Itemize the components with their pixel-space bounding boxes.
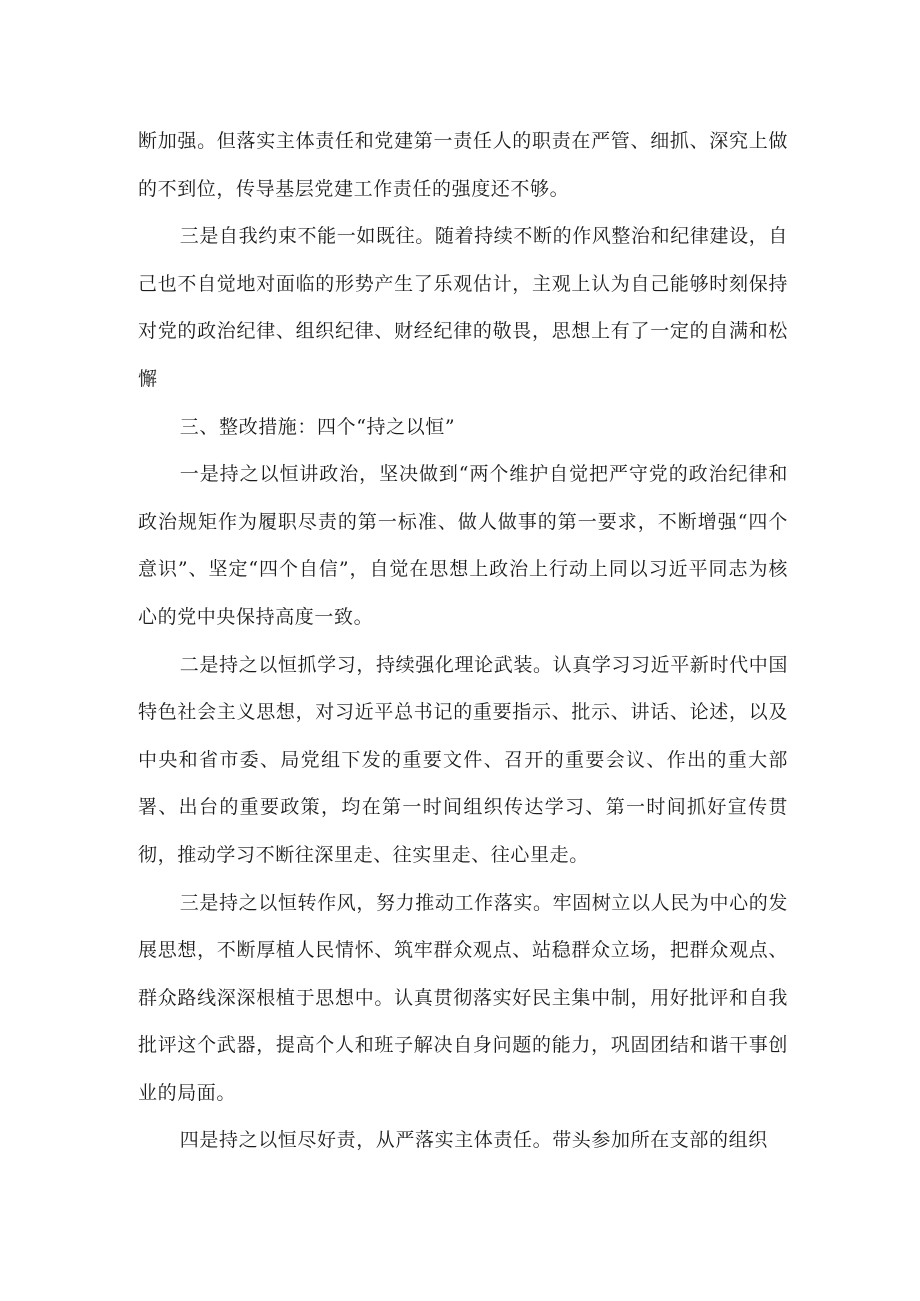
document-body (138, 118, 788, 1165)
paragraph-work-style: 三是持之以恒转作风，努力推动工作落实。牢固树立以人民为中心的发展思想，不断厚植人民情怀、筑牢群众观点、站稳群众立场，把群众观点、群众路线深深根植于思想中。认真贯彻落实好民主集中制，用好批评和自我批评这个武器，提高个人和班子解决自身问题的能力，巩固团结和谐干事创业的局面。 (138, 891, 788, 1104)
paragraph-politics: 一是持之以恒讲政治，坚决做到“两个维护自觉把严守党的政治纪律和政治规矩作为履职尽责的第一标准、做人做事的第一要求，不断增强“四个意识”、坚定“四个自信”，自觉在思想上政治上行动上同以习近平同志为核心的党中央保持高度一致。 (138, 463, 788, 628)
section-heading-rectification: 三、整改措施：四个“持之以恒” (179, 415, 456, 438)
paragraph-continuation: 断加强。但落实主体责任和党建第一责任人的职责在严管、细抓、深究上做的不到位，传导基层党建工作责任的强度还不够。 (138, 130, 788, 200)
paragraph-self-discipline: 三是自我约束不能一如既往。随着持续不断的作风整治和纪律建设，自己也不自觉地对面临的形势产生了乐观估计，主观上认为自己能够时刻保持对党的政治纪律、组织纪律、财经纪律的敬畏，思想上有了一定的自满和松懈 (138, 225, 788, 390)
paragraph-responsibility: 四是持之以恒尽好责，从严落实主体责任。带头参加所在支部的组织 (179, 1129, 768, 1152)
paragraph-study: 二是持之以恒抓学习，持续强化理论武装。认真学习习近平新时代中国特色社会主义思想，对习近平总书记的重要指示、批示、讲话、论述，以及中央和省市委、局党组下发的重要文件、召开的重要会议、作出的重大部署、出台的重要政策，均在第一时间组织传达学习、第一时间抓好宣传贯彻，推动学习不断往深里走、往实里走、往心里走。 (138, 653, 788, 866)
